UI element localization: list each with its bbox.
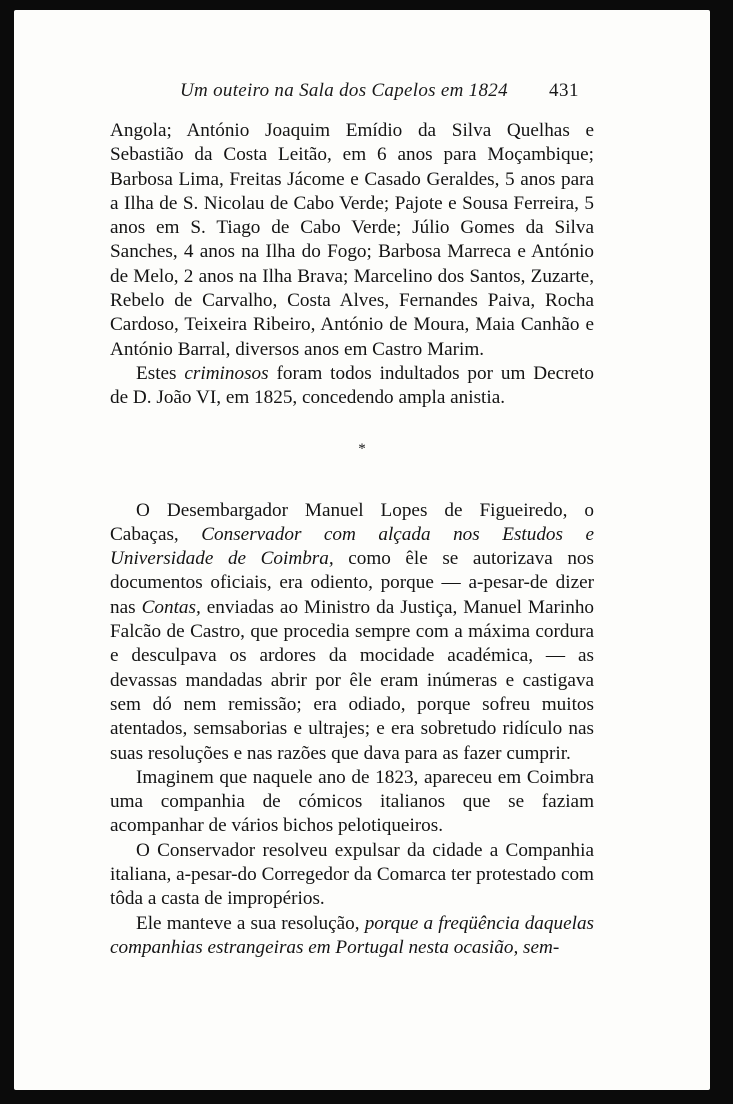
emphasis-criminosos: criminosos bbox=[184, 362, 269, 384]
running-title: Um outeiro na Sala dos Capelos em 1824 bbox=[180, 80, 508, 101]
page-number: 431 bbox=[549, 80, 579, 101]
emphasis-conservador: Conservador com alçada nos Estudos e Universidade de Coimbra, bbox=[110, 523, 594, 570]
paragraph-6: Ele manteve a sua resolução, porque a freqüência daquelas companhias estrangeiras em Portugal nesta ocasião, sem- bbox=[110, 912, 594, 958]
paragraph-1: Angola; António Joaquim Emídio da Silva Quelhas e Sebastião da Costa Leitão, em 6 anos para Moçambique; Barbosa Lima, Freitas Jácome e Casado Geraldes, 5 anos para a Ilha de S. Nicolau de Cabo Verde; Pajote e Sousa Ferreira, 5 anos em S. Tiago de Cabo Verde; Júlio Gomes da Silva Sanches, 4 anos na Ilha do Fogo; Barbosa Marreca e António de Melo, 2 anos na Ilha Brava; Marcelino dos Santos, Zuzarte, Rebelo de Carvalho, Costa Alves, Fernandes Paiva, Rocha Cardoso, Teixeira Ribeiro, António de Moura, Maia Canhão e António Barral, diversos anos em Castro Marim. bbox=[110, 120, 594, 360]
asterisk-separator: * bbox=[358, 440, 366, 457]
emphasis-frequencia: porque a freqüência daquelas companhias estrangeiras em Portugal nesta ocasião, sem- bbox=[110, 912, 594, 958]
paragraph-3: O Desembargador Manuel Lopes de Figueiredo, o Cabaças, Conservador com alçada nos Estudos e Universidade de Coimbra, como êle se autorizava nos documentos oficiais, era odiento, porque — a-pesar-de dizer nas Contas, enviadas ao Ministro da Justiça, Manuel Marinho Falcão de Castro, que procedia sempre com a máxima cordura e desculpava os ardores da mocidade académica, — as devassas mandadas abrir por êle eram inúmeras e castigava sem dó nem remissão; era odiado, porque sofreu muitos atentados, semsaborias e ultrajes; e era sobretudo ridículo nas suas resoluções e nas razões que dava para as fazer cumprir. bbox=[110, 499, 595, 764]
paragraph-5: O Conservador resolveu expulsar da cidade a Companhia italiana, a-pesar-do Corregedor da Comarca ter protestado com tôda a casta de impropérios. bbox=[110, 839, 594, 910]
paragraph-4: Imaginem que naquele ano de 1823, apareceu em Coimbra uma companhia de cómicos italianos que se faziam acompanhar de vários bichos pelotiqueiros. bbox=[110, 766, 594, 837]
book-page bbox=[14, 10, 710, 1090]
emphasis-contas: Contas, bbox=[141, 596, 201, 618]
page-body bbox=[110, 119, 594, 960]
section-separator bbox=[110, 411, 594, 499]
paragraph-2: Estes criminosos foram todos indultados por um Decreto de D. João VI, em 1825, concedendo ampla anistia. bbox=[110, 362, 594, 409]
